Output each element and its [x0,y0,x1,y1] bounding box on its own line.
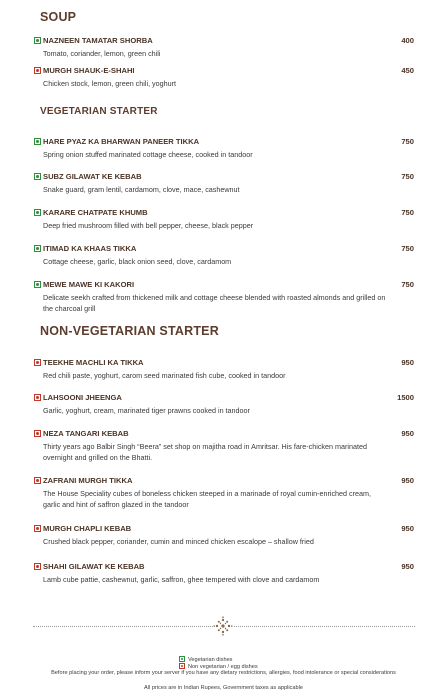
legend-nonveg-label: Non vegetarian / egg dishes [188,664,258,670]
nonveg-icon [34,563,41,570]
item-name: MEWE MAWE KI KAKORI [43,280,135,289]
item-description: Deep fried mushroom filled with bell pepper, cheese, black pepper [43,221,254,230]
section-title-veg-starter: VEGETARIAN STARTER [40,106,158,117]
item-name: NAZNEEN TAMATAR SHORBA [43,36,153,45]
item-name: MURGH CHAPLI KEBAB [43,524,132,533]
nonveg-icon [179,663,185,669]
item-name: SUBZ GILAWAT KE KEBAB [43,172,142,181]
item-description: Chicken stock, lemon, green chili, yoghurt [43,79,177,88]
nonveg-icon [34,525,41,532]
menu-item [34,36,414,59]
veg-icon [179,656,185,662]
menu-item [34,562,414,585]
item-price: 950 [401,429,414,438]
item-description: Crushed black pepper, coriander, cumin and minced chicken escalope – shallow fried [43,537,314,546]
nonveg-icon [34,477,41,484]
item-name: NEZA TANGARI KEBAB [43,429,129,438]
menu-item [34,137,414,160]
veg-icon [34,209,41,216]
item-price: 750 [401,280,414,289]
item-description: Garlic, yoghurt, cream, marinated tiger prawns cooked in tandoor [43,406,250,415]
menu-item [34,280,414,314]
item-price: 750 [401,172,414,181]
item-description: The House Speciality cubes of boneless chicken steeped in a marinade of royal cumin-enriched cream, garlic and hint of saffron glazed in the tandoor [43,489,372,509]
nonveg-icon [34,359,41,366]
menu-item [34,524,414,547]
menu-item [34,393,414,416]
nonveg-icon [34,67,41,74]
item-price: 750 [401,137,414,146]
item-description: Thirty years ago Balbir Singh “Beera” set shop on majitha road in Amritsar. His fare-chicken marinated overnight and grilled on the Bhatti. [43,442,367,462]
dietary-notice: Before placing your order, please inform your server if you have any dietary restrictions, allergies, food intolerance or special considerations [51,670,396,676]
item-name: LAHSOONI JHEENGA [43,393,122,402]
section-title-nonveg-starter: NON-VEGETARIAN STARTER [40,324,219,338]
ornament-icon [213,616,233,636]
item-name: TEEKHE MACHLI KA TIKKA [43,358,144,367]
menu-item [34,476,414,510]
item-price: 750 [401,208,414,217]
item-description: Red chili paste, yoghurt, carom seed marinated fish cube, cooked in tandoor [43,371,286,380]
veg-icon [34,138,41,145]
menu-item [34,172,414,195]
item-price: 950 [401,358,414,367]
section-title-soup: SOUP [40,10,77,24]
item-name: ZAFRANI MURGH TIKKA [43,476,133,485]
item-name: KARARE CHATPATE KHUMB [43,208,148,217]
nonveg-icon [34,394,41,401]
item-price: 450 [401,66,414,75]
legend-veg-label: Vegetarian dishes [188,657,233,663]
veg-icon [34,245,41,252]
item-name: MURGH SHAUK-E-SHAHI [43,66,135,75]
item-price: 750 [401,244,414,253]
item-name: HARE PYAZ KA BHARWAN PANEER TIKKA [43,137,200,146]
item-description: Spring onion stuffed marinated cottage cheese, cooked in tandoor [43,150,253,159]
item-name: ITIMAD KA KHAAS TIKKA [43,244,137,253]
menu-item [34,244,414,267]
item-price: 1500 [397,393,414,402]
menu-item [34,358,414,381]
item-description: Snake guard, gram lentil, cardamom, clove, mace, cashewnut [43,185,240,194]
item-description: Delicate seekh crafted from thickened milk and cottage cheese blended with roasted almonds and grilled on the charcoal grill [43,293,386,313]
veg-icon [34,37,41,44]
item-price: 950 [401,562,414,571]
item-price: 950 [401,524,414,533]
item-description: Lamb cube pattie, cashewnut, garlic, saffron, ghee tempered with clove and cardamom [43,575,320,584]
item-price: 950 [401,476,414,485]
item-price: 400 [401,36,414,45]
menu-item [34,208,414,231]
nonveg-icon [34,430,41,437]
veg-icon [34,281,41,288]
item-description: Tomato, coriander, lemon, green chili [43,49,161,58]
menu-item [34,429,414,463]
menu-item [34,66,414,89]
item-name: SHAHI GILAWAT KE KEBAB [43,562,145,571]
item-description: Cottage cheese, garlic, black onion seed, clove, cardamom [43,257,232,266]
veg-icon [34,173,41,180]
prices-notice: All prices are in Indian Rupees, Government taxes as applicable [144,685,303,691]
